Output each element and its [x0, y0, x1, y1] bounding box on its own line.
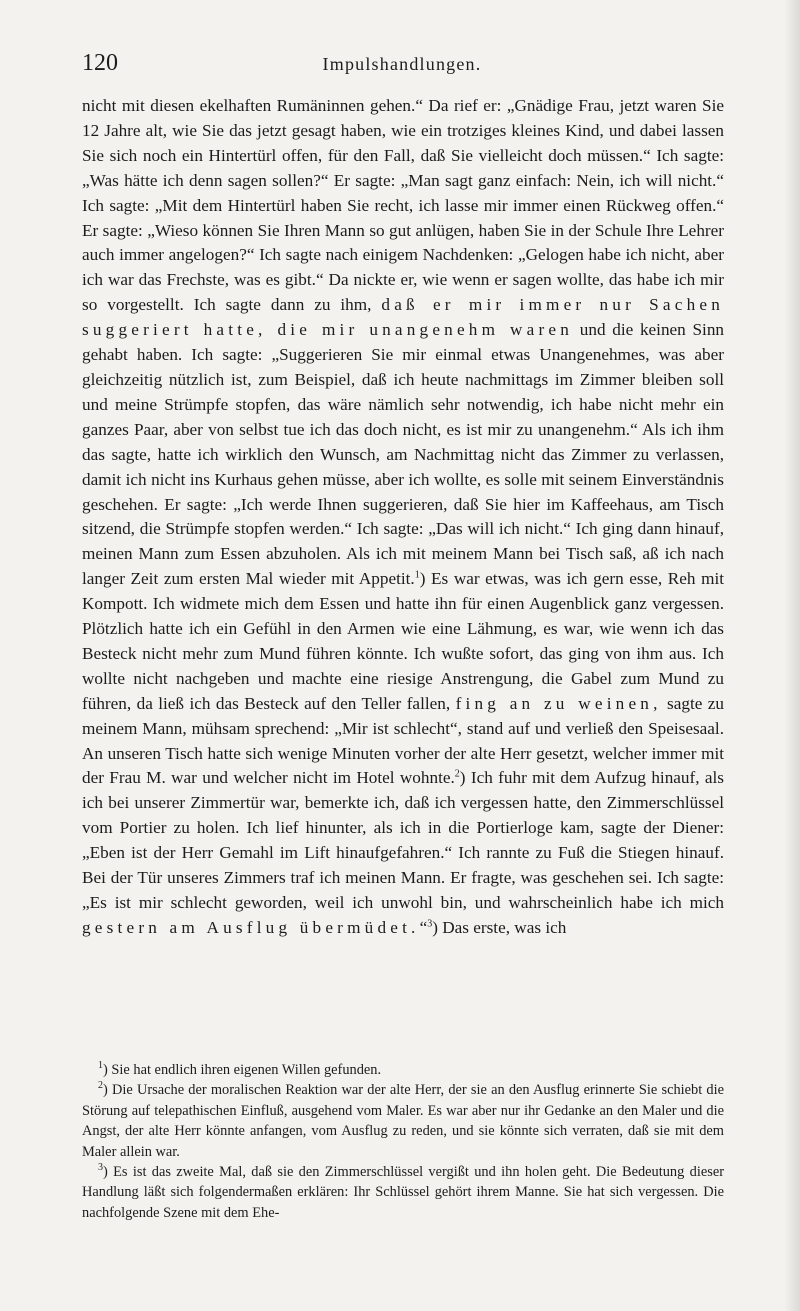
- running-head: Impulshandlungen.: [322, 54, 482, 74]
- spaced-emphasis: gestern am Ausflug übermüdet.: [82, 917, 420, 937]
- footnote-ref-2: 2: [454, 768, 460, 780]
- footnote-text: Die Ursache der moralischen Reaktion war der alte Herr, der sie an den Ausflug erinnerte Sie schiebt die Störung auf telepathischen Einfluß, ausgehend vom Maler. Es war aber nur ihr Gedanke an den Maler und die Angst, der alte Herr könnte anfangen, vom Ausflug zu reden, und sie könnte sich verraten, daß sie mit dem Maler allein war.: [82, 1082, 724, 1160]
- text-run: und die keinen Sinn gehabt haben. Ich sagte: „Suggerieren Sie mir einmal etwas Unangenehmes, was aber gleichzeitig nützlich ist, zum Beispiel, daß ich heute nachmittags im Zimmer bleiben soll und meine Strümpfe stopfen, das wäre nämlich sehr notwendig, ich habe nicht mehr ein ganzes Paar, aber von selbst tue ich das doch nicht, es ist mir zu unangenehm.“ Als ich ihm das sagte, hatte ich wirklich den Wunsch, am Nachmittag nicht das Zimmer zu verlassen, damit ich nicht ins Kurhaus gehen müsse, aber ich wollte, es solle mit seinem Einverständnis geschehen. Er sagte: „Ich werde Ihnen suggerieren, daß Sie hier im Kaffeehaus, am Tisch sitzend, die Strümpfe stopfen werden.“ Ich sagte: „Das will ich nicht.“ Ich ging dann hinauf, meinen Mann zum Essen abzuholen. Als ich mit meinem Mann bei Tisch saß, aß ich nach langer Zeit zum ersten Mal wieder mit Appetit.: [82, 320, 725, 589]
- page-header: [82, 50, 722, 84]
- body-text: [82, 94, 724, 941]
- footnote-ref-1: 1: [414, 569, 420, 581]
- text-run: Das erste, was ich: [437, 917, 567, 937]
- footnote: $^3$) Es ist das zweite Mal, daß sie den Zimmerschlüssel vergißt und ihn holen geht. Die Bedeutung dieser Handlung läßt sich folgendermaßen erklären: Ihr Schlüssel gehört ihrem Manne. Sie hat sich vergessen. Die nachfolgende Szene mit dem Ehe-: [82, 1162, 725, 1221]
- page-edge-shadow: [784, 0, 800, 1311]
- footnote-ref-3: 3: [427, 918, 433, 930]
- page-number: 120: [82, 50, 118, 76]
- text-run: nicht mit diesen ekelhaften Rumäninnen gehen.“ Da rief er: „Gnädige Frau, jetzt waren Sie 12 Jahre alt, wie Sie das jetzt gesagt haben, wie ein trotziges kleines Kind, und dabei lassen Sie sich noch ein Hintertürl offen, für den Fall, daß Sie vielleicht doch müssen.“ Ich sagte: „Was hätte ich denn sagen sollen?“ Er sagte: „Man sagt ganz einfach: Nein, ich will nicht.“ Ich sagte: „Mit dem Hintertürl haben Sie recht, ich lasse mir immer einen Rückweg offen.“ Er sagte: „Wieso können Sie Ihren Mann so gut anlügen, haben Sie in der Schule Ihre Lehrer auch immer angelogen?“ Ich sagte nach einigem Nachdenken: „Gelogen habe ich nicht, aber ich war das Frechste, was es gibt.“ Da nickte er, wie wenn er sagen wollte, das habe ich mir so vorgestellt. Ich sagte dann zu ihm,: [82, 96, 724, 315]
- footnote-mark: 2: [98, 1080, 103, 1092]
- footnotes: [82, 1060, 724, 1223]
- text-run: sagte zu meinem Mann, mühsam sprechend: „Mir ist schlecht“, stand auf und verließ den Speisesaal. An unseren Tisch hatte sich wenige Minuten vorher der alte Herr gesetzt, welcher immer mit der Frau M. war und welcher nicht im Hotel wohnte.: [82, 693, 725, 788]
- text-run: “: [419, 917, 428, 937]
- footnote-mark: 3: [98, 1162, 103, 1174]
- footnote-text: Sie hat endlich ihren eigenen Willen gefunden.: [111, 1062, 382, 1078]
- spaced-emphasis: daß er mir immer nur Sachen suggeriert hatte, die mir unangenehm waren: [82, 295, 724, 340]
- footnote-text: Es ist das zweite Mal, daß sie den Zimmerschlüssel vergißt und ihn holen geht. Die Bedeutung dieser Handlung läßt sich folgendermaßen erklären: Ihr Schlüssel gehört ihrem Manne. Sie hat sich vergessen. Die nachfolgende Szene mit dem Ehe-: [82, 1164, 725, 1221]
- footnote: $^2$) Die Ursache der moralischen Reaktion war der alte Herr, der sie an den Ausflug erinnerte Sie schiebt die Störung auf telepathischen Einfluß, ausgehend vom Maler. Es war aber nur ihr Gedanke an den Maler und die Angst, der alte Herr könnte anfangen, vom Ausflug zu reden, und sie könnte sich verraten, daß sie mit dem Maler allein war.: [82, 1080, 724, 1160]
- footnote-mark: 1: [98, 1060, 103, 1072]
- spaced-emphasis: fing an zu weinen,: [455, 693, 662, 713]
- footnote: $^1$) Sie hat endlich ihren eigenen Willen gefunden.: [98, 1060, 382, 1078]
- text-run: Ich fuhr mit dem Aufzug hinauf, als ich bei unserer Zimmertür war, bemerkte ich, daß ich vergessen hatte, den Zimmerschlüssel vom Portier zu holen. Ich lief hinunter, als ich in die Portierloge kam, sagte der Diener: „Eben ist der Herr Gemahl im Lift hinaufgefahren.“ Ich rannte zu Fuß die Stiegen hinauf. Bei der Tür unseres Zimmers traf ich meinen Mann. Er fragte, was geschehen sei. Ich sagte: „Es ist mir schlecht geworden, weil ich unwohl bin, und wahrscheinlich habe ich mich: [82, 768, 724, 912]
- text-run: Es war etwas, was ich gern esse, Reh mit Kompott. Ich widmete mich dem Essen und hatte ihn für einen Augenblick ganz vergessen. Plötzlich hatte ich ein Gefühl in den Armen wie eine Lähmung, es war, wie wenn ich das Besteck nicht mehr zum Mund führen könnte. Ich wußte sofort, das ging von ihm aus. Ich wollte nicht nachgeben und machte eine riesige Anstrengung, die Gabel zum Mund zu führen, da ließ ich das Besteck auf den Teller fallen,: [82, 569, 724, 713]
- main-paragraph: nicht mit diesen ekelhaften Rumäninnen gehen.“ Da rief er: „Gnädige Frau, jetzt waren Sie 12 Jahre alt, wie Sie das jetzt gesagt haben, wie ein trotziges kleines Kind, und dabei lassen Sie sich noch ein Hintertürl offen, für den Fall, daß Sie vielleicht doch müssen.“ Ich sagte: „Was hätte ich denn sagen sollen?“ Er sagte: „Man sagt ganz einfach: Nein, ich will nicht.“ Ich sagte: „Mit dem Hintertürl haben Sie recht, ich lasse mir immer einen Rückweg offen.“ Er sagte: „Wieso können Sie Ihren Mann so gut anlügen, haben Sie in der Schule Ihre Lehrer auch immer angelogen?“ Ich sagte nach einigem Nachdenken: „Gelogen habe ich nicht, aber ich war das Frechste, was es gibt.“ Da nickte er, wie wenn er sagen wollte, das habe ich mir so vorgestellt. Ich sagte dann zu ihm, daß er mir immer nur Sachen suggeriert hatte, die mir unangenehm waren und die keinen Sinn gehabt haben. Ich sagte: „Suggerieren Sie mir einmal etwas Unangenehmes, was aber gleichzeitig nützlich ist, zum Beispiel, daß ich heute nachmittags im Zimmer bleiben soll und meine Strümpfe stopfen, das wäre nämlich sehr notwendig, ich habe nicht mehr ein ganzes Paar, aber von selbst tue ich das doch nicht, es ist mir zu unangenehm.“ Als ich ihm das sagte, hatte ich wirklich den Wunsch, am Nachmittag nicht das Zimmer zu verlassen, damit ich nicht ins Kurhaus gehen müsse, aber ich wollte, es solle mit seinem Einverständnis geschehen. Er sagte: „Ich werde Ihnen suggerieren, daß Sie hier im Kaffeehaus, am Tisch sitzend, die Strümpfe stopfen werden.“ Ich sagte: „Das will ich nicht.“ Ich ging dann hinauf, meinen Mann zum Essen abzuholen. Als ich mit meinem Mann bei Tisch saß, aß ich nach langer Zeit zum ersten Mal wieder mit Appetit.$^1$) Es war etwas, was ich gern esse, Reh mit Kompott. Ich widmete mich dem Essen und hatte ihn für einen Augenblick ganz vergessen. Plötzlich hatte ich ein Gefühl in den Armen wie eine Lähmung, es war, wie wenn ich das Besteck nicht mehr zum Mund führen könnte. Ich wußte sofort, das ging von ihm aus. Ich wollte nicht nachgeben und machte eine riesige Anstrengung, die Gabel zum Mund zu führen, da ließ ich das Besteck auf den Teller fallen, fing an zu weinen, sagte zu meinem Mann, mühsam sprechend: „Mir ist schlecht“, stand auf und verließ den Speisesaal. An unseren Tisch hatte sich wenige Minuten vorher der alte Herr gesetzt, welcher immer mit der Frau M. war und welcher nicht im Hotel wohnte.$^2$) Ich fuhr mit dem Aufzug hinauf, als ich bei unserer Zimmertür war, bemerkte ich, daß ich vergessen hatte, den Zimmerschlüssel vom Portier zu holen. Ich lief hinunter, als ich in die Portierloge kam, sagte der Diener: „Eben ist der Herr Gemahl im Lift hinaufgefahren.“ Ich rannte zu Fuß die Stiegen hinauf. Bei der Tür unseres Zimmers traf ich meinen Mann. Er fragte, was geschehen sei. Ich sagte: „Es ist mir schlecht geworden, weil ich unwohl bin, und wahrscheinlich habe ich mich gestern am Ausflug übermüdet.“$^3$) Das erste, was ich: [82, 96, 725, 937]
